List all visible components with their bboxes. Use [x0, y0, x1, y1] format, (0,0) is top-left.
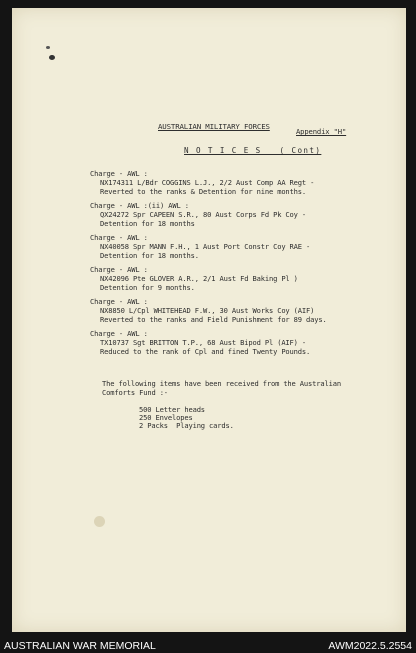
- paper-stain: [94, 516, 105, 527]
- charge-person: TX10737 Sgt BRITTON T.P., 68 Aust Bipod Pl (AIF) -: [100, 338, 307, 347]
- notices-title: N O T I C E S ( Cont): [184, 146, 322, 155]
- received-item: 250 Envelopes: [139, 413, 193, 422]
- charge-label: Charge - AWL :: [90, 265, 148, 274]
- ink-spot: [46, 46, 50, 49]
- charge-person: NX8850 L/Cpl WHITEHEAD F.W., 30 Aust Works Coy (AIF): [100, 306, 315, 315]
- document-header: AUSTRALIAN MILITARY FORCES: [158, 122, 270, 131]
- charge-label: Charge - AWL :: [90, 297, 148, 306]
- charge-person: NX42096 Pte GLOVER A.R., 2/1 Aust Fd Baking Pl ): [100, 274, 298, 283]
- archive-footer: [0, 636, 416, 653]
- document-page: [12, 8, 406, 632]
- received-statement: The following items have been received from the Australian: [102, 379, 342, 388]
- charge-label: Charge - AWL :(ii) AWL :: [90, 201, 189, 210]
- charge-person: NX40058 Spr MANN F.H., 1 Aust Port Constr Coy RAE -: [100, 242, 311, 251]
- charge-sentence: Reduced to the rank of Cpl and fined Twenty Pounds.: [100, 347, 311, 356]
- charge-person: QX24272 Spr CAPEEN S.R., 80 Aust Corps Fd Pk Coy -: [100, 210, 307, 219]
- charge-sentence: Reverted to the ranks and Field Punishment for 89 days.: [100, 315, 327, 324]
- footer-reference: AWM2022.5.2554: [328, 640, 412, 652]
- received-statement-cont: Comforts Fund :-: [102, 388, 168, 397]
- received-item: 2 Packs Playing cards.: [139, 421, 234, 430]
- charge-label: Charge - AWL :: [90, 169, 148, 178]
- received-item: 500 Letter heads: [139, 405, 205, 414]
- footer-institution: AUSTRALIAN WAR MEMORIAL: [4, 640, 156, 652]
- charge-sentence: Detention for 18 months: [100, 219, 195, 228]
- charge-person: NX174311 L/Bdr COGGINS L.J., 2/2 Aust Comp AA Regt -: [100, 178, 315, 187]
- charge-label: Charge - AWL :: [90, 233, 148, 242]
- appendix-label: Appendix "H": [296, 127, 347, 136]
- charge-sentence: Detention for 9 months.: [100, 283, 195, 292]
- charge-sentence: Reverted to the ranks & Detention for nine months.: [100, 187, 307, 196]
- ink-spot: [49, 55, 55, 60]
- charge-sentence: Detention for 18 months.: [100, 251, 199, 260]
- charge-label: Charge - AWL :: [90, 329, 148, 338]
